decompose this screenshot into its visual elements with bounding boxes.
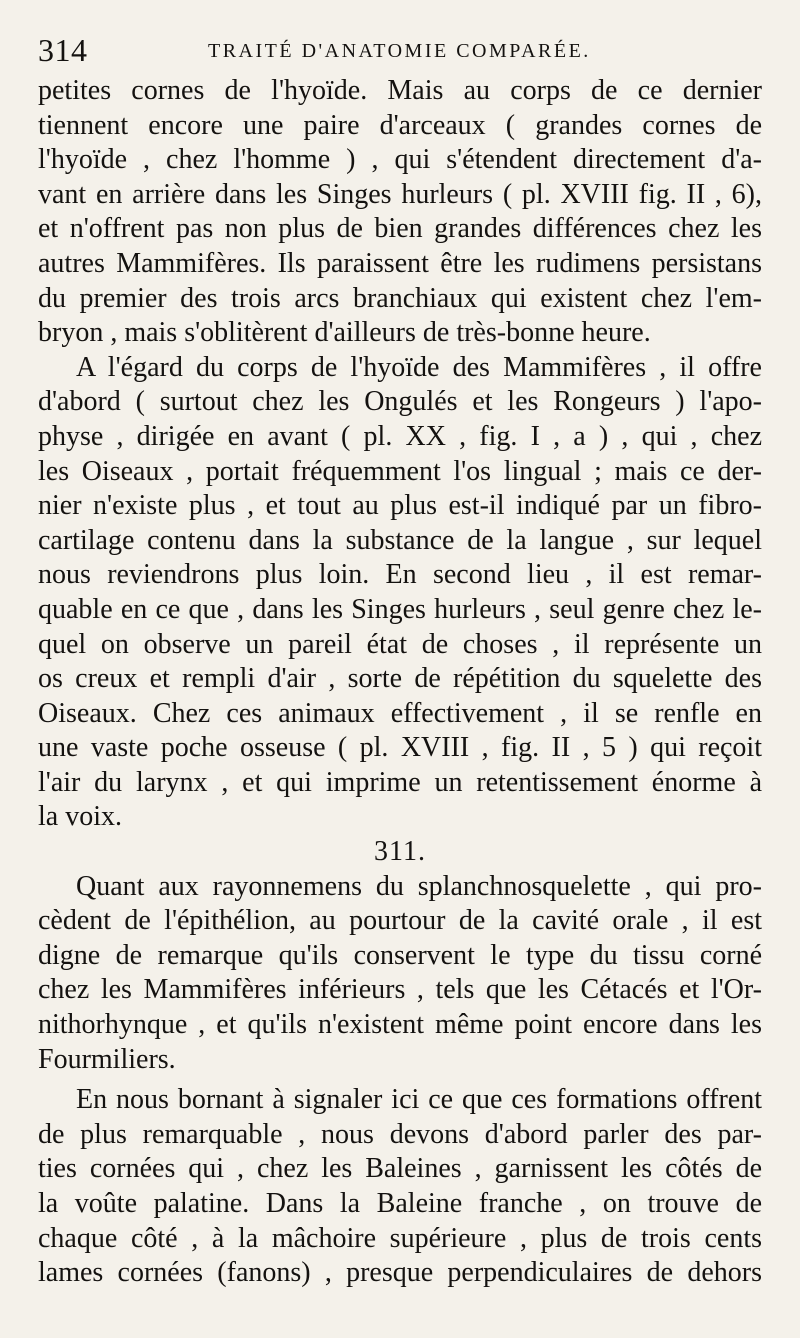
text-line: la voûte palatine. Dans la Baleine franche , on trouve de (38, 1188, 762, 1219)
text-line: quel on observe un pareil état de choses , il représente un (38, 628, 762, 660)
text-line: l'hyoïde , chez l'homme ) , qui s'étendent directement d'a- (38, 144, 762, 176)
text-line: En nous bornant à signaler ici ce que ces formations offrent (76, 1084, 762, 1116)
text-line: du premier des trois arcs branchiaux qui existent chez l'em- (38, 282, 762, 314)
running-title: TRAITÉ D'ANATOMIE COMPARÉE. (208, 40, 591, 62)
text-line: d'abord ( surtout chez les Ongulés et les Rongeurs ) l'apo- (38, 386, 762, 418)
text-line: la voix. (38, 801, 122, 833)
text-line: physe , dirigée en avant ( pl. XX , fig. I , a ) , qui , chez (38, 420, 762, 452)
text-line: les Oiseaux , portait fréquemment l'os lingual ; mais ce der- (38, 455, 762, 487)
text-line: et n'offrent pas non plus de bien grandes différences chez les (38, 213, 762, 245)
text-line: Fourmiliers. (38, 1043, 176, 1075)
text-line: nithorhynque , et qu'ils n'existent même point encore dans les (38, 1009, 762, 1041)
text-line: bryon , mais s'oblitèrent d'ailleurs de très-bonne heure. (38, 317, 651, 349)
text-line: chez les Mammifères inférieurs , tels que les Cétacés et l'Or- (38, 974, 762, 1006)
section-number: 311. (374, 836, 426, 868)
paragraph (38, 870, 762, 1078)
text-line: petites cornes de l'hyoïde. Mais au corps de ce dernier (38, 75, 762, 106)
text-line: nous reviendrons plus loin. En second lieu , il est remar- (38, 559, 762, 591)
page-number: 314 (38, 32, 88, 68)
paragraph (38, 74, 762, 351)
paragraph (38, 351, 762, 835)
text-line: chaque côté , à la mâchoire supérieure , plus de trois cents (38, 1222, 762, 1254)
text-line: A l'égard du corps de l'hyoïde des Mammifères , il offre (76, 351, 762, 383)
book-page (38, 30, 762, 1291)
text-line: quable en ce que , dans les Singes hurleurs , seul genre chez le- (38, 593, 762, 625)
paragraph (38, 1083, 762, 1291)
text-line: Quant aux rayonnemens du splanchnosquelette , qui pro- (76, 870, 762, 902)
text-line: cèdent de l'épithélion, au pourtour de la cavité orale , il est (38, 905, 762, 937)
text-line: digne de remarque qu'ils conservent le type du tissu corné (38, 939, 762, 971)
text-line: de plus remarquable , nous devons d'abord parler des par- (38, 1118, 762, 1150)
text-line: Oiseaux. Chez ces animaux effectivement , il se renfle en (38, 697, 762, 729)
text-line: tiennent encore une paire d'arceaux ( grandes cornes de (38, 109, 762, 141)
page-header (38, 30, 762, 74)
text-line: lames cornées (fanons) , presque perpendiculaires de dehors (38, 1257, 762, 1289)
text-line: nier n'existe plus , et tout au plus est-il indiqué par un fibro- (38, 490, 762, 522)
text-line: une vaste poche osseuse ( pl. XVIII , fig. II , 5 ) qui reçoit (38, 732, 762, 764)
text-line: ties cornées qui , chez les Baleines , garnissent les côtés de (38, 1153, 762, 1185)
text-line: vant en arrière dans les Singes hurleurs ( pl. XVIII fig. II , 6), (38, 178, 762, 210)
text-line: l'air du larynx , et qui imprime un retentissement énorme à (38, 766, 762, 798)
text-line: cartilage contenu dans la substance de la langue , sur lequel (38, 524, 762, 556)
text-line: os creux et rempli d'air , sorte de répétition du squelette des (38, 663, 762, 695)
text-line: autres Mammifères. Ils paraissent être les rudimens persistans (38, 247, 762, 279)
